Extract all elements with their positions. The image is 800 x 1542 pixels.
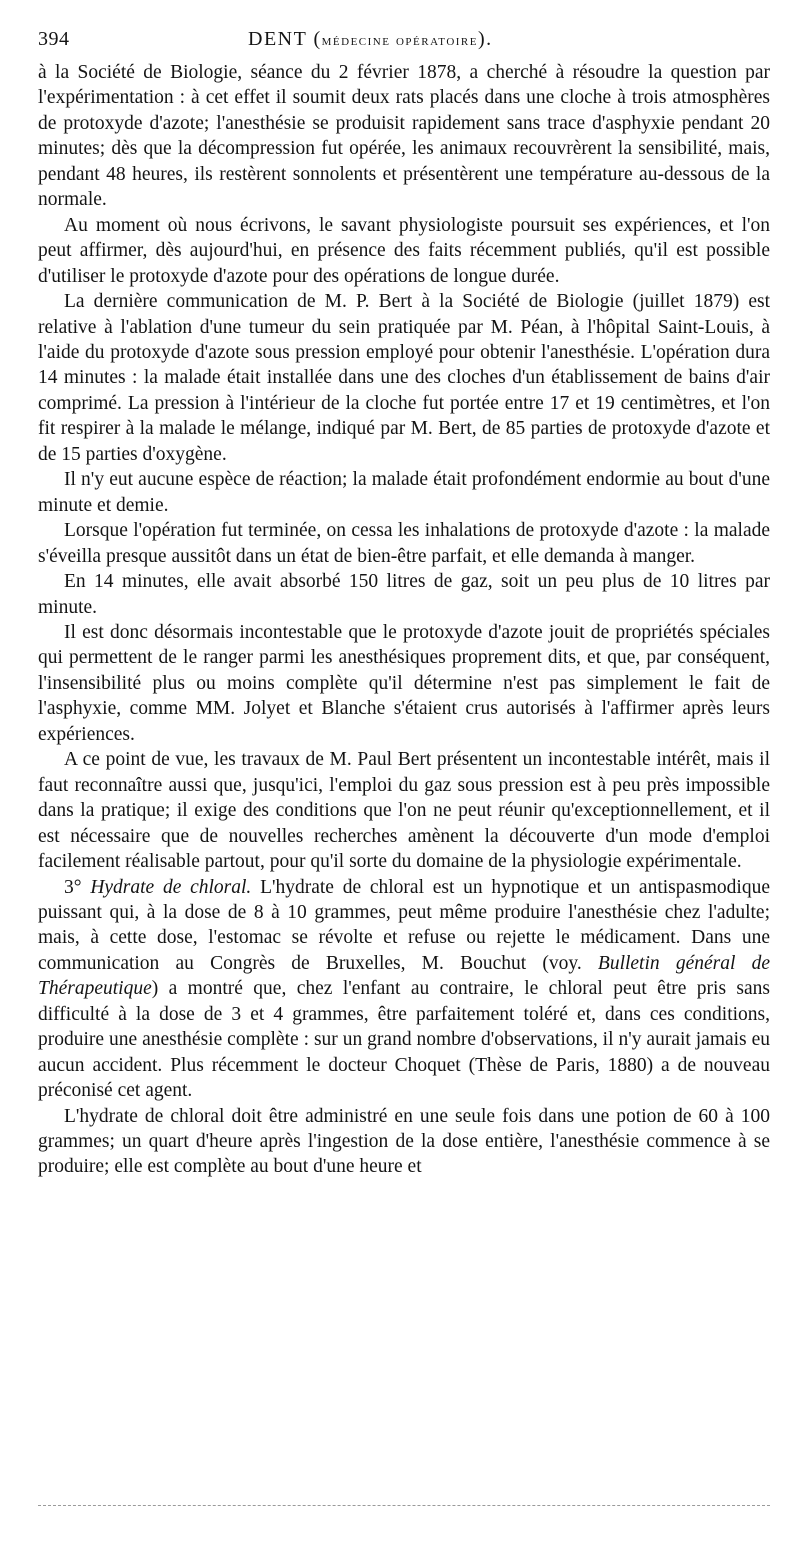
section-text-a: L'hydrate de chloral est un hypnotique et un antispasmodique puissant qui, à la dose de 8 à 10 grammes, peut même produire l'anesthésie chez l'adulte; mais, à cette dose, l'estomac se révolte et refuse ou rejette le médicament. Dans une communication au Congrès de Bruxelles, M. Bouchut (voy. bbox=[38, 876, 770, 974]
paragraph: Il est donc désormais incontestable que le protoxyde d'azote jouit de propriétés spéciales qui permettent de le ranger parmi les anesthésiques proprement dits, et que, par conséquent, l'insensibilité plus ou moins complète qu'il détermine n'est pas simplement le fait de l'asphyxie, comme MM. Jolyet et Blanche s'étaient crus autorisés à l'affirmer après leurs expériences. bbox=[38, 621, 770, 745]
paragraph-continued: à la Société de Biologie, séance du 2 février 1878, a cherché à résoudre la question par l'expérimentation : à cet effet il soumit deux rats placés dans une cloche à trois atmosphères de protoxyde d'azote; l'anesthésie se produisit rapidement sans trace d'asphyxie pendant 20 minutes; dès que la décompression fut opérée, les animaux recouvrèrent la sensibilité, mais, pendant 48 heures, ils restèrent sonnolents et présentèrent une température au-dessous de la normale. bbox=[38, 62, 770, 211]
footer-dashed-rule bbox=[38, 1505, 770, 1506]
paragraph: L'hydrate de chloral doit être administré en une seule fois dans une potion de 60 à 100 grammes; un quart d'heure après l'ingestion de la dose entière, l'anesthésie commence à se produire; elle est complète au bout d'une heure et bbox=[38, 1105, 770, 1178]
page-number: 394 bbox=[38, 28, 70, 50]
header-title bbox=[248, 28, 493, 51]
paragraph: En 14 minutes, elle avait absorbé 150 litres de gaz, soit un peu plus de 10 litres par minute. bbox=[38, 571, 770, 618]
page bbox=[38, 28, 770, 1180]
section-number: 3° bbox=[64, 876, 82, 898]
journal-citation: Bulletin général de Thérapeutique bbox=[38, 952, 770, 1000]
paragraph: La dernière communication de M. P. Bert à la Société de Biologie (juillet 1879) est relative à l'ablation d'une tumeur du sein pratiquée par M. Péan, à l'hôpital Saint-Louis, à l'aide du protoxyde d'azote sous pression employé pour obtenir l'anesthésie. L'opération dura 14 minutes : la malade était installée dans une des cloches d'un établissement de bains d'air comprimé. La pression à l'intérieur de la cloche fut portée entre 17 et 19 centimètres, et l'on fit respirer à la malade le mélange, indiqué par M. Bert, de 85 parties de protoxyde d'azote et de 15 parties d'oxygène. bbox=[38, 291, 770, 465]
paragraph: A ce point de vue, les travaux de M. Paul Bert présentent un incontestable intérêt, mais il faut reconnaître aussi que, jusqu'ici, l'emploi du gaz sous pression est à peu près impossible dans la pratique; il exige des conditions que l'on ne peut réunir qu'exceptionnellement, et il est nécessaire que de nouvelles recherches amènent la découverte d'un mode d'emploi facilement réalisable partout, pour qu'il sorte du domaine de la physiologie expérimentale. bbox=[38, 749, 770, 873]
header-title-main: DENT ( bbox=[248, 28, 322, 50]
header-title-subject: médecine opératoire bbox=[321, 32, 478, 49]
running-head bbox=[38, 28, 770, 60]
header-title-end: ). bbox=[477, 28, 493, 50]
section-text-b: ) a montré que, chez l'enfant au contraire, le chloral peut être pris sans difficulté à la dose de 3 et 4 grammes, être parfaitement toléré et, dans ces conditions, produire une anesthésie complète : sur un grand nombre d'observations, il n'y aurait jamais eu aucun accident. Plus récemment le docteur Choquet (Thèse de Paris, 1880) a de nouveau préconisé cet agent. bbox=[38, 978, 770, 1102]
paragraph: Il n'y eut aucune espèce de réaction; la malade était profondément endormie au bout d'une minute et demie. bbox=[38, 469, 770, 516]
paragraph: Lorsque l'opération fut terminée, on cessa les inhalations de protoxyde d'azote : la malade s'éveilla presque aussitôt dans un état de bien-être parfait, et elle demanda à manger. bbox=[38, 520, 770, 567]
section-heading: Hydrate de chloral. bbox=[90, 876, 252, 898]
paragraph: Au moment où nous écrivons, le savant physiologiste poursuit ses expériences, et l'on peut affirmer, dès aujourd'hui, en présence des faits récemment publiés, qu'il est possible d'utiliser le protoxyde d'azote pour des opérations de longue durée. bbox=[38, 214, 770, 287]
section-chloral bbox=[38, 875, 770, 1104]
body-text bbox=[38, 60, 770, 1180]
